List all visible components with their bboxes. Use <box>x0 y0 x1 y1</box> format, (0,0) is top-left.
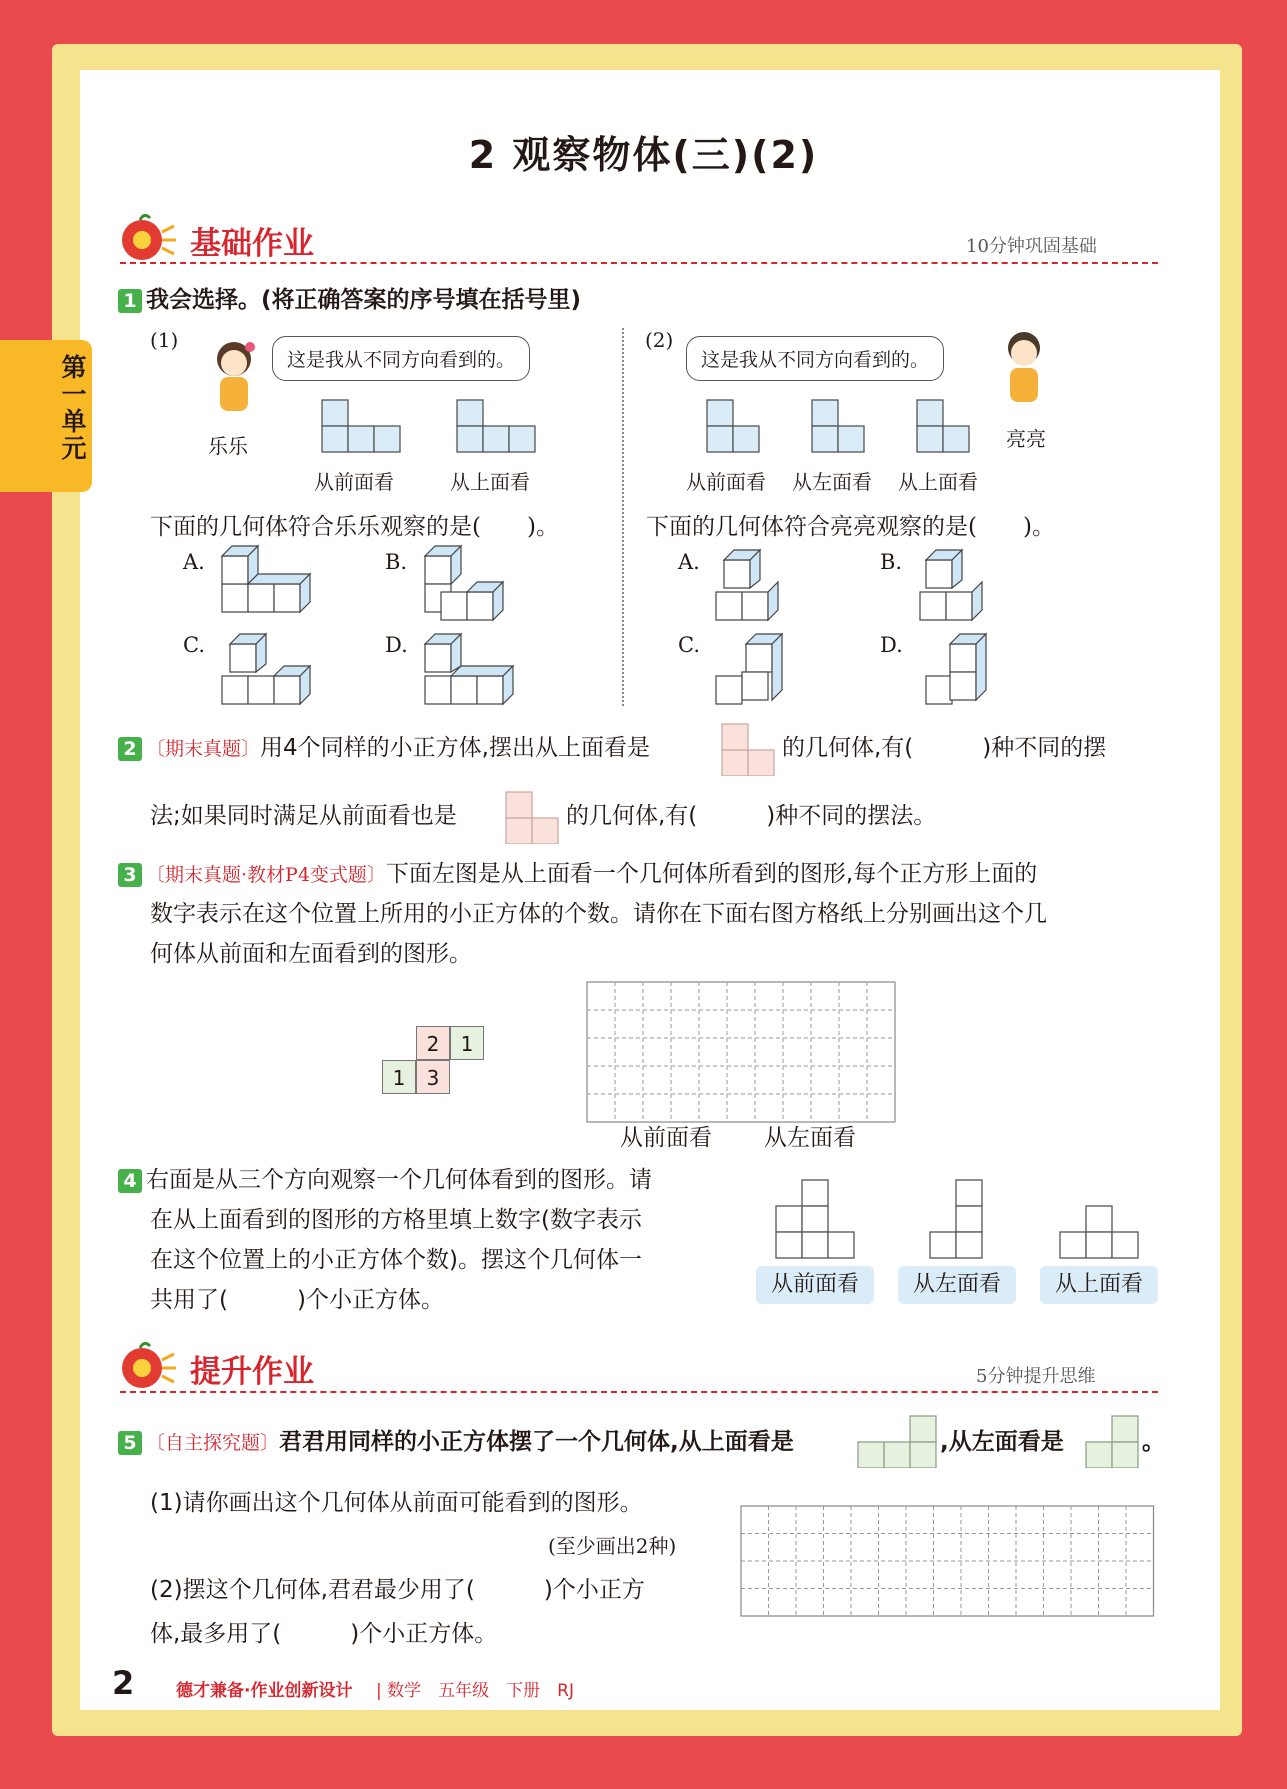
q1-part1-option-b-cubes[interactable] <box>423 544 523 626</box>
q5-sub1-note: (至少画出2种) <box>548 1534 677 1558</box>
q1-part2-option-d-label: D. <box>880 633 903 657</box>
q2-text-2b: 的几何体,有( )种不同的摆法。 <box>566 803 937 829</box>
q1-part1-label: (1) <box>150 328 179 352</box>
q2-text-1a: 用4个同样的小正方体,摆出从上面看是 <box>260 735 650 761</box>
q2-top-view-shape <box>720 722 776 780</box>
q3-cell: 1 <box>382 1060 416 1094</box>
q1-part2-option-b-label: B. <box>880 550 903 574</box>
q4-view-label-front: 从前面看 <box>756 1266 874 1304</box>
q1-part1-option-b-label: B. <box>385 550 408 574</box>
q3-drawing-grid[interactable] <box>586 981 896 1123</box>
q2-line1 <box>118 728 650 769</box>
q4-view-label-top: 从上面看 <box>1040 1266 1158 1304</box>
q1-part1-option-a-label: A. <box>183 550 205 574</box>
footer-info: | 数学 五年级 下册 RJ <box>376 1681 574 1701</box>
q1-part2-option-a-cubes[interactable] <box>714 548 794 626</box>
q1-part1-option-d-label: D. <box>385 633 408 657</box>
basic-section-note: 10分钟巩固基础 <box>966 236 1097 257</box>
q5-sub2-line1: (2)摆这个几何体,君君最少用了( )个小正方 <box>150 1577 645 1603</box>
q1-part1-option-d-cubes[interactable] <box>423 632 523 710</box>
q3-text-2: 数字表示在这个位置上所用的小正方体的个数。请你在下面右图方格纸上分别画出这个几 <box>150 901 1047 927</box>
q4-text-4: 共用了( )个小正方体。 <box>150 1287 444 1313</box>
q1-part1-top-view <box>455 398 539 460</box>
q3-tag: 〔期末真题·教材P4变式题〕 <box>146 864 386 886</box>
apple-mascot-icon <box>118 1340 178 1396</box>
q5-text-a: 君君用同样的小正方体摆了一个几何体,从上面看是 <box>279 1429 794 1455</box>
q4-left-view <box>928 1178 988 1266</box>
q1-part2-speech-bubble: 这是我从不同方向看到的。 <box>686 336 944 381</box>
q5-top-view-shape <box>856 1414 940 1472</box>
q3-text-3: 何体从前面和左面看到的图形。 <box>150 941 472 967</box>
q5-line1 <box>118 1422 794 1463</box>
footer-brand: 德才兼备·作业创新设计 <box>176 1681 353 1701</box>
q5-text-c: 。 <box>1142 1429 1165 1455</box>
q3-cell: 3 <box>416 1060 450 1094</box>
q5-text-b: ,从左面看是 <box>940 1429 1064 1455</box>
page-number: 2 <box>112 1664 135 1702</box>
q1-part1-option-c-cubes[interactable] <box>220 632 320 710</box>
section-divider <box>120 262 1158 264</box>
q1-part-divider <box>622 328 624 706</box>
q3-grid-label-front: 从前面看 <box>620 1125 712 1151</box>
apple-mascot-icon <box>118 212 178 268</box>
q4-line1 <box>118 1160 652 1200</box>
q4-number: 4 <box>118 1169 142 1193</box>
section-divider <box>120 1391 1158 1393</box>
q5-left-view-shape <box>1084 1414 1142 1472</box>
q1-part2-option-b-cubes[interactable] <box>918 548 998 626</box>
q2-tag: 〔期末真题〕 <box>146 738 261 760</box>
q5-number: 5 <box>118 1431 142 1455</box>
q1-part1-front-view <box>320 398 404 460</box>
q1-part2-option-c-cubes[interactable] <box>714 632 794 712</box>
advanced-section-title: 提升作业 <box>190 1354 314 1390</box>
q1-part1-character-name: 乐乐 <box>208 434 248 458</box>
q1-part1-option-c-label: C. <box>183 633 205 657</box>
q1-part2-top-view <box>915 398 975 460</box>
q4-text-1: 右面是从三个方向观察一个几何体看到的图形。请 <box>146 1167 652 1193</box>
q1-part2-option-c-label: C. <box>678 633 700 657</box>
q5-sub2-line2: 体,最多用了( )个小正方体。 <box>150 1621 498 1647</box>
q5-tag: 〔自主探究题〕 <box>146 1432 280 1454</box>
q3-number: 3 <box>118 863 142 887</box>
unit-tab <box>0 340 92 492</box>
advanced-section-note: 5分钟提升思维 <box>976 1366 1096 1387</box>
boy-character-icon <box>996 326 1052 422</box>
q1-heading <box>118 280 581 320</box>
q4-view-label-left: 从左面看 <box>898 1266 1016 1304</box>
q1-part2-character-name: 亮亮 <box>1006 427 1046 451</box>
page-title: 2 观察物体(三)(2) <box>468 133 819 177</box>
q2-front-view-shape <box>504 790 560 848</box>
q1-part1-speech-bubble: 这是我从不同方向看到的。 <box>272 336 530 381</box>
q1-part2-view-label-1: 从前面看 <box>686 470 766 494</box>
q4-top-view[interactable] <box>1058 1204 1142 1266</box>
q1-part2-option-a-label: A. <box>678 550 700 574</box>
q1-part1-prompt: 下面的几何体符合乐乐观察的是( )。 <box>150 514 559 540</box>
q1-number: 1 <box>118 289 142 313</box>
q5-sub1: (1)请你画出这个几何体从前面可能看到的图形。 <box>150 1490 643 1516</box>
q1-part2-label: (2) <box>645 328 674 352</box>
q2-text-2a: 法;如果同时满足从前面看也是 <box>150 803 457 829</box>
q3-cell: 1 <box>450 1026 484 1060</box>
q3-top-view-grid <box>380 1026 490 1098</box>
q1-part1-option-a-cubes[interactable] <box>220 544 320 620</box>
q1-part1-view-label-2: 从上面看 <box>450 470 530 494</box>
unit-tab-label: 第一单元 <box>58 354 87 462</box>
q4-front-view <box>774 1178 858 1266</box>
q2-text-1b: 的几何体,有( )种不同的摆 <box>782 735 1107 761</box>
q1-part2-option-d-cubes[interactable] <box>918 632 998 712</box>
q1-part2-prompt: 下面的几何体符合亮亮观察的是( )。 <box>646 514 1055 540</box>
q4-text-2: 在从上面看到的图形的方格里填上数字(数字表示 <box>150 1207 642 1233</box>
girl-character-icon <box>206 335 262 431</box>
q2-number: 2 <box>118 737 142 761</box>
q4-text-3: 在这个位置上的小正方体个数)。摆这个几何体一 <box>150 1247 642 1273</box>
q1-part2-left-view <box>810 398 870 460</box>
q1-text: 我会选择。(将正确答案的序号填在括号里) <box>146 287 582 313</box>
q3-line1 <box>118 854 1037 895</box>
q3-grid-label-left: 从左面看 <box>764 1125 856 1151</box>
q3-text-1: 下面左图是从上面看一个几何体所看到的图形,每个正方形上面的 <box>385 861 1038 887</box>
q1-part2-view-label-2: 从左面看 <box>792 470 872 494</box>
q1-part2-view-label-3: 从上面看 <box>898 470 978 494</box>
basic-section-title: 基础作业 <box>190 226 314 262</box>
q1-part2-front-view <box>705 398 765 460</box>
q5-drawing-grid[interactable] <box>740 1505 1160 1633</box>
q1-part1-view-label-1: 从前面看 <box>314 470 394 494</box>
q3-cell: 2 <box>416 1026 450 1060</box>
